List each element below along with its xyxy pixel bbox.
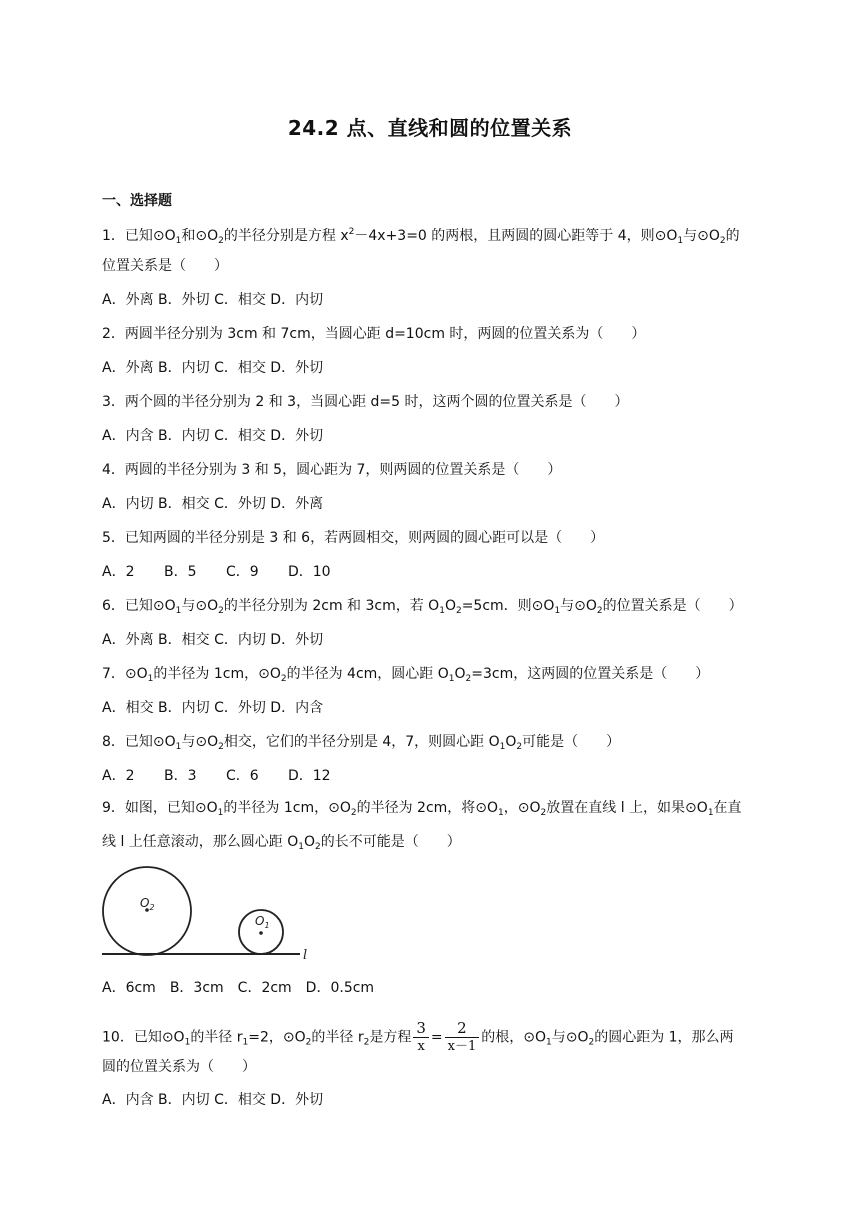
choice-a: A．2	[102, 564, 135, 580]
label-o2: $O_2$	[140, 896, 155, 912]
question-7: 7．$⊙O_1$的半径为 1cm，$⊙O_2$的半径为 4cm，圆心距 $O_1O_2=3cm$，这两圆的位置关系是（ ）	[102, 666, 710, 684]
choice-a: A．2	[102, 768, 135, 784]
question-2: 2．两圆半径分别为 3cm 和 7cm，当圆心距 d=10cm 时，两圆的位置关系为（ ）	[102, 326, 646, 342]
circles-figure	[100, 862, 312, 966]
fraction-3-over-x: $\frac{3}{x}$	[413, 1020, 429, 1055]
question-4: 4．两圆的半径分别为 3 和 5，圆心距为 7，则两圆的位置关系是（ ）	[102, 462, 562, 478]
fraction-2-over-x-minus-1: $\frac{2}{x-1}$	[445, 1020, 480, 1055]
question-1-line2: 位置关系是（ ）	[102, 258, 228, 274]
section-heading: 一、选择题	[102, 193, 172, 209]
question-9-line2: 线 l 上任意滚动，那么圆心距 $O_1O_2$的长不可能是（ ）	[102, 834, 461, 852]
label-o1: $O_1$	[255, 914, 270, 930]
question-10-line2: 圆的位置关系为（ ）	[102, 1059, 256, 1075]
choice-c: C．6	[226, 768, 259, 784]
question-10-choices: A．内含 B．内切 C．相交 D．外切	[102, 1092, 324, 1108]
question-4-choices: A．内切 B．相交 C．外切 D．外离	[102, 496, 324, 512]
question-8: 8．已知$⊙O_1$与$⊙O_2$相交，它们的半径分别是 4，7，则圆心距 $O_1O_2$可能是（ ）	[102, 734, 621, 752]
question-7-choices: A．相交 B．内切 C．外切 D．内含	[102, 700, 324, 716]
question-9: 9．如图，已知$⊙O_1$的半径为 1cm，$⊙O_2$的半径为 2cm，将$⊙O_1$，$⊙O_2$放置在直线 l 上，如果$⊙O_1$在直	[102, 800, 742, 818]
choice-d: D．10	[288, 564, 331, 580]
question-9-choices: A．6cm B．3cm C．2cm D．0.5cm	[102, 980, 375, 996]
question-10: 10．已知$⊙O_1$的半径 $r_1=2$，$⊙O_2$的半径 $r_2$是方程 $\frac{3}{x}$ = $\frac{2}{x-1}$ 的根，$⊙O_1$与$⊙O_2$的圆心距为 1，那么两	[102, 1019, 734, 1054]
label-l: l	[303, 948, 308, 963]
question-1-choices: A．外离 B．外切 C．相交 D．内切	[102, 292, 324, 308]
question-2-choices: A．外离 B．内切 C．相交 D．外切	[102, 360, 324, 376]
question-3: 3．两个圆的半径分别为 2 和 3，当圆心距 d=5 时，这两个圆的位置关系是（ ）	[102, 394, 629, 410]
question-6-choices: A．外离 B．相交 C．内切 D．外切	[102, 632, 324, 648]
page-title: 24.2 点、直线和圆的位置关系	[287, 116, 573, 140]
choice-c: C．9	[226, 564, 259, 580]
choice-b: B．3	[164, 768, 197, 784]
question-5-choices	[102, 562, 331, 582]
choice-b: B．5	[164, 564, 197, 580]
question-8-choices	[102, 766, 331, 786]
question-1: 1．已知$⊙O_1$和$⊙O_2$的半径分别是方程 $x^2-4x+3=0$ 的两根，且两圆的圆心距等于 4，则$⊙O_1$与$⊙O_2$的	[102, 227, 740, 246]
question-5: 5．已知两圆的半径分别是 3 和 6，若两圆相交，则两圆的圆心距可以是（ ）	[102, 530, 605, 546]
question-6: 6．已知$⊙O_1$与$⊙O_2$的半径分别为 2cm 和 3cm，若 $O_1O_2=5cm$．则$⊙O_1$与$⊙O_2$的位置关系是（ ）	[102, 598, 743, 616]
choice-d: D．12	[288, 768, 331, 784]
center-o1	[259, 931, 263, 935]
question-3-choices: A．内含 B．内切 C．相交 D．外切	[102, 428, 324, 444]
